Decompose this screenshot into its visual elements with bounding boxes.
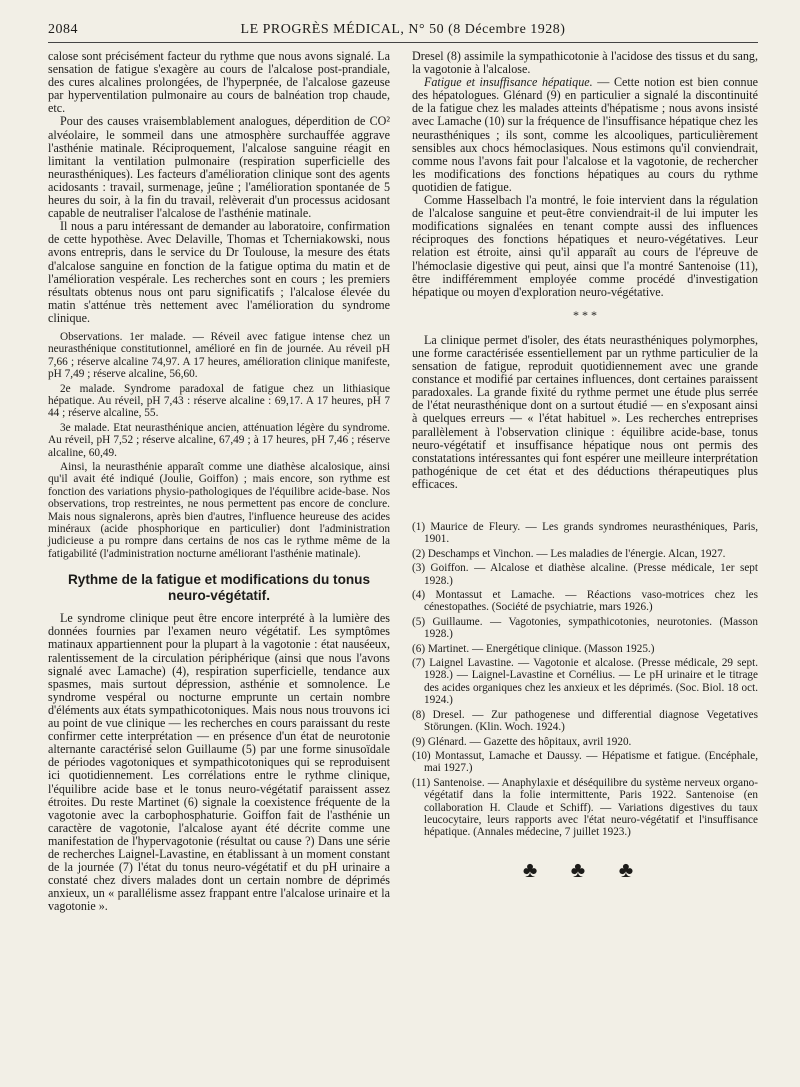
reference-item: (11) Santenoise. — Anaphylaxie et déséquilibre du système nerveux organo-végétatif dans la folie intermittente, Paris 1922. Santenoise (en collaboration H. Claude et Schiff). — Variations digestives du taux leucocytaire, leurs rapports avec l'état neuro-végétatif et l'insuffisance hépatique. (Annales médecine, 7 juillet 1923.) [412, 776, 758, 839]
reference-item: (6) Martinet. — Energétique clinique. (Masson 1925.) [412, 642, 655, 655]
observation: Observations. 1er malade. — Réveil avec fatigue intense chez un neurasthénique constitutionnel, amélioré en fin de journée. Au réveil pH 7,66 ; réserve alcaline 74,97. A 17 heures, amélioration clinique manifeste, pH 7,49 ; réserve alcaline, 56,60. [48, 330, 390, 381]
references-list [412, 521, 758, 839]
paragraph: Le syndrome clinique peut être encore interprété à la lumière des données fournies par l'examen neuro végétatif. Les symptômes matinaux appartiennent pour la plupart à la vagotonie : état nauséeux, ralentissement de la circulation périphérique (ainsi que nous l'avons signalé avec Lamache) (4), respiration superficielle, tendance aux spasmes, mais surtout dépression, asthénie et somnolence. Le syndrome vespéral ou nocturne emprunte un certain nombre d'éléments aux états sympathicotoniques. Mais nous nous trouvons ici au point de vue clinique — les recherches en cours paraissant du reste confirmer cette interprétation — en présence d'un état de neurotonie alternante caractérisé selon Guillaume (5) par une forme sinusoïdale de périodes vagotoniques et sympathicotoniques qui se reproduisent ici quotidiennement. Les corrélations entre le rythme clinique, l'équilibre acide base et le tonus neuro-végétatif paraissent assez étroites. Du reste Martinet (6) signale la coexistence fréquente de la vagotonie avec la carbophosphaturie. Goiffon fait de l'asthénie un caractère de vagotonie, l'alcalose ayant été décrite comme une manifestation de l'hypervagotonie (résultat ou cause ?) Dans une série de recherches Laignel-Lavastine, en établissant à un moment constant de la journée (7) l'état du tonus neuro-végétatif et du pH urinaire a constaté chez divers malades dont un certain nombre de déprimés anxieux, un « parallélisme assez frappant entre l'alcalose urinaire et la vagotonie ». [48, 611, 390, 914]
paragraph: Dresel (8) assimile la sympathicotonie à l'acidose des tissus et du sang, la vagotonie à l'alcalose. [412, 49, 758, 77]
observation: Ainsi, la neurasthénie apparaît comme une diathèse alcalosique, ainsi qu'il avait été indiqué (Joulie, Goiffon) ; mais encore, son rythme est fonction des variations physio-pathologiques de l'équilibre acide-base. Nos observations, trop restreintes, ne nous permettent pas encore de conclure. Mais nous signalerons, après bien d'autres, l'influence heureuse des acides minéraux (acide phosphorique en particulier) dont l'administration judicieuse a pu rompre dans certains de nos cas le rythme même de la fatigabilité (l'administration nocturne améliorant l'asthénie matinale). [48, 461, 390, 560]
paragraph: La clinique permet d'isoler, des états neurasthéniques polymorphes, une forme caractérisée essentiellement par un rythme particulier de la sensation de fatigue, reproduit quotidiennement avec une grande constance et modifié par certaines influences, dont certaines paraissent paradoxales. La grande fixité du rythme permet une étude plus serrée de l'état neurasthénique dont on a surtout étudié — en s'exposant ainsi à quelques erreurs — « l'état habituel ». Les recherches entreprises parallèlement à l'observation clinique : équilibre acide-base, tonus neuro-végétatif et insuffisance hépatique nous ont permis des constatations intéressantes qui font espérer une meilleure interprétation pathogénique de cet état et des déductions thérapeutiques plus efficaces. [412, 332, 758, 491]
paragraph-text: — Cette notion est bien connue des hépatologues. Glénard (9) en particulier a signalé la discontinuité de la fatigue chez les malades atteints d'hépatisme ; nous avons insisté avec Lamache (10) sur la fréquence de l'insuffisance hépatique chez les neurasthéniques ; ils sont, comme les alcooliques, particulièrement sensibles aux chocs hémoclasiques. Nous estimons qu'il conviendrait, comme nous l'avons fait pour l'alcalose et la vagotonie, de rechercher les modifications des fonctions hépatiques au cours du rythme quotidien de fatigue. [412, 75, 758, 194]
paragraph: Il nous a paru intéressant de demander au laboratoire, confirmation de cette hypothèse. Avec Delaville, Thomas et Tcherniakowski, nous avons entrepris, dans le service du Dr Toulouse, la mesure des états d'alcalose sanguine en fonction de la fatigue optima du matin et de l'amélioration vespérale. Les recherches sont en cours ; les premiers résultats obtenus nous ont paru significatifs ; l'alcalose élevée du matin s'atténue très nettement avec l'amélioration du syndrome clinique. [48, 219, 390, 325]
run-in-heading: Fatigue et insuffisance hépatique. [424, 75, 593, 90]
reference-item: (3) Goiffon. — Alcalose et diathèse alcaline. (Presse médicale, 1er sept 1928.) [412, 562, 758, 587]
left-column [48, 50, 390, 913]
reference-item: (5) Guillaume. — Vagotonies, sympathicotonies, neurotonies. (Masson 1928.) [412, 615, 758, 641]
observations-block [48, 331, 390, 560]
ornament-icon: ♣ ♣ ♣ [522, 856, 648, 882]
reference-item: (7) Laignel Lavastine. — Vagotonie et alcalose. (Presse médicale, 29 sept. 1928.) — Laignel-Lavastine et Cornélius. — Le pH urinaire et le titrage des acides organiques chez les anxieux et les déprimés. (Soc. Biol. 18 oct. 1924.) [412, 657, 758, 707]
page-number: 2084 [48, 22, 78, 37]
observation: 2e malade. Syndrome paradoxal de fatigue chez un lithiasique hépatique. Au réveil, pH 7,43 : réserve alcaline : 69,17. A 17 heures, pH 7 44 ; réserve alcaline, 55. [48, 382, 390, 420]
reference-item: (1) Maurice de Fleury. — Les grands syndromes neurasthéniques, Paris, 1901. [412, 521, 758, 546]
observation: 3e malade. Etat neurasthénique ancien, atténuation légère du syndrome. Au réveil, pH 7,52 ; réserve alcaline, 67,49 ; à 17 heures, pH 7,46 ; réserve alcaline, 60,49. [48, 421, 390, 459]
reference-item: (4) Montassut et Lamache. — Réactions vaso-motrices chez les cénestopathes. (Société de psychiatrie, mars 1926.) [412, 589, 758, 614]
reference-item: (9) Glénard. — Gazette des hôpitaux, avril 1920. [412, 735, 632, 748]
paragraph [412, 76, 758, 194]
running-header [48, 20, 758, 43]
paragraph: Comme Hasselbach l'a montré, le foie intervient dans la régulation de l'alcalose sanguine et peut-être conviendrait-il de lui imputer les modifications signalées en tenant compte aussi des influences réciproques des fonctions hépatiques et neuro-végétatives. Leur relation est étroite, ainsi qu'il apparaît au cours de l'épreuve de l'hémoclasie digestive qui peut, ainsi que l'a montré Santenoise (11), être indifféremment employée comme procédé d'investigation hépatique ou moyen d'exploration neuro-végétative. [412, 193, 758, 299]
journal-title: LE PROGRÈS MÉDICAL, N° 50 (8 Décembre 1928) [240, 22, 566, 37]
section-separator: * * * [573, 307, 597, 322]
section-heading: Rythme de la fatigue et modifications du tonus neuro-végétatif. [67, 572, 371, 604]
paragraph: calose sont précisément facteur du rythme que nous avons signalé. La sensation de fatigue s'exagère au cours de l'alcalose post-prandiale, des cures alcalines prolongées, de l'hyperpnée, de l'alcalose gazeuse par hyperventilation pulmonaire au cours de balnéation trop chaude, etc. [48, 49, 390, 116]
right-column [412, 49, 758, 882]
paragraph: Pour des causes vraisemblablement analogues, déperdition de CO² alvéolaire, le sommeil dans une atmosphère surchauffée aggrave l'asthénie matinale. Réciproquement, l'alcalose sanguine réagit en limitant la ventilation pulmonaire (respiration superficielle des neurasthéniques). Les facteurs d'amélioration clinique sont des agents acidosants : travail, surmenage, jeûne ; l'amélioration spontanée de 5 heures du soir, à la fin du travail, relèverait d'un processus acidosant capable de neutraliser l'alcalose de l'asthénie matinale. [48, 114, 390, 221]
reference-item: (2) Deschamps et Vinchon. — Les maladies de l'énergie. Alcan, 1927. [412, 547, 726, 560]
reference-item: (8) Dresel. — Zur pathogenese und differential diagnose Vegetatives Störungen. (Klin. Woch. 1924.) [412, 708, 758, 734]
reference-item: (10) Montassut, Lamache et Daussy. — Hépatisme et fatigue. (Encéphale, mai 1927.) [412, 749, 758, 775]
